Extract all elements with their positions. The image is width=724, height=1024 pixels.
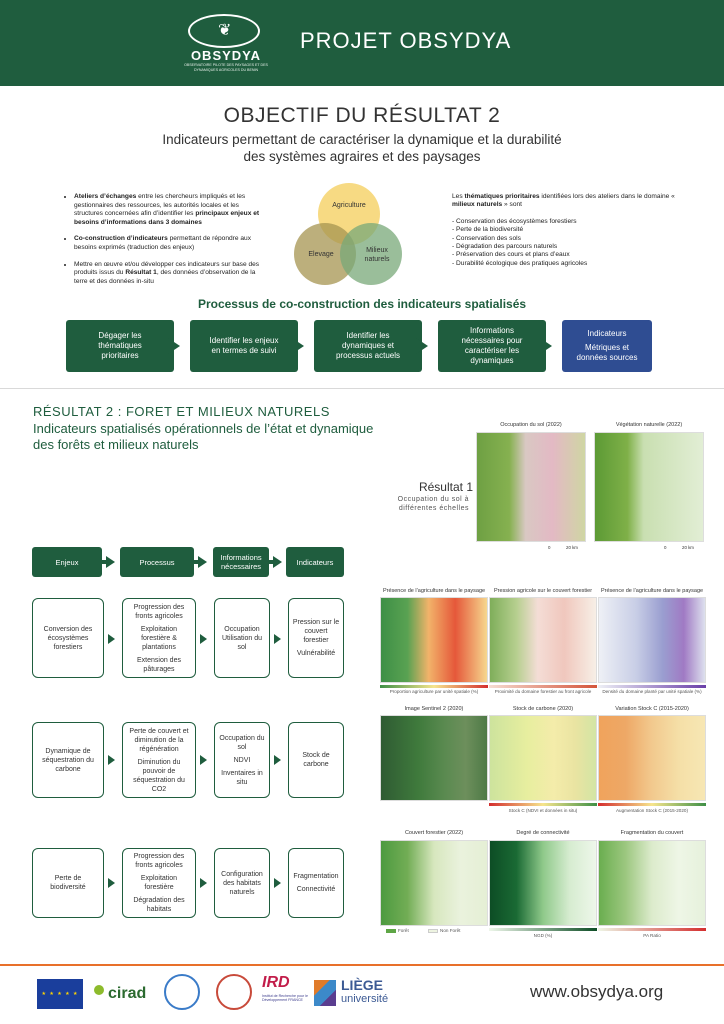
legend-swatch-forest: [386, 929, 396, 933]
processus-box: Progression des fronts agricoles Exploitation forestière & plantations Extension des pâturages: [122, 598, 196, 678]
ird-subtitle: Institut de Recherche pour le Développement FRANCE: [262, 994, 308, 1003]
liege-logo-text: LIÈGE: [341, 977, 384, 993]
result1-subtitle: Occupation du sol à différentes échelles: [397, 496, 469, 512]
objective-subtitle: [90, 131, 634, 165]
enjeu-box: Perte de biodiversité: [32, 848, 104, 918]
theme-item: - Dégradation des parcours naturels: [452, 243, 682, 251]
process-step-4: Informations nécessaires pour caractériser les dynamiques: [438, 320, 546, 372]
info-box: Occupation du sol NDVI Inventaires in situ: [214, 722, 270, 798]
arrow-right-icon: [274, 634, 281, 644]
planted-density-map: [598, 597, 706, 683]
arrow-right-icon: [200, 634, 207, 644]
objective-bullets: [64, 193, 268, 294]
map-legend-bar: [598, 803, 706, 806]
sentinel2-image: [380, 715, 488, 801]
grid-header-informations: Informations nécessaires: [213, 547, 269, 577]
map-legend: Forêt: [398, 928, 409, 933]
arrow-right-icon: [200, 755, 207, 765]
theme-item: - Durabilité écologique des pratiques agricoles: [452, 260, 682, 268]
info-box: Occupation Utilisation du sol: [214, 598, 270, 678]
map-legend: Densité du domaine planté par unité spatiale (%): [602, 689, 702, 694]
scale-km: 20 km: [566, 545, 578, 550]
grid-header-indicateurs: Indicateurs: [286, 547, 344, 577]
venn-label-top: Agriculture: [332, 202, 366, 209]
ird-logo: IRD: [262, 974, 290, 991]
map-legend-bar: [489, 803, 597, 806]
map-title: Fragmentation du couvert: [620, 830, 684, 836]
map-legend-bar: [380, 685, 488, 688]
forest-cover-map: [380, 840, 488, 926]
grid-header-enjeux: Enjeux: [32, 547, 102, 577]
bullet-item: • Co-construction d’indicateurs permettant de répondre aux besoins exprimés (traduction des enjeux): [74, 235, 268, 252]
map-legend-bar: [489, 928, 597, 931]
map-title: Couvert forestier (2022): [404, 830, 464, 836]
map-legend-bar: [489, 685, 597, 688]
themes-intro: Les thématiques prioritaires identifiées lors des ateliers dans le domaine « milieux naturels » sont: [452, 193, 675, 209]
theme-item: - Conservation des écosystèmes forestiers: [452, 218, 682, 226]
scale-zero: 0: [548, 545, 551, 550]
scale-km: 20 km: [682, 545, 694, 550]
enjeu-box: Conversion des écosystèmes forestiers: [32, 598, 104, 678]
theme-item: - Préservation des cours et plans d’eaux: [452, 251, 682, 259]
land-cover-map: [476, 432, 586, 542]
process-step-3: Identifier les dynamiques et processus actuels: [314, 320, 422, 372]
processus-box: Progression des fronts agricoles Exploitation forestière Dégradation des habitats: [122, 848, 196, 918]
map-title: Stock de carbone (2020): [512, 706, 574, 712]
process-step-indicators: Indicateurs Métriques et données sources: [562, 320, 652, 372]
bullet-item: • Ateliers d’échanges entre les chercheurs impliqués et les gestionnaires des ressources, les autorités locales et les structures concernées afin d’identifier les principaux enjeux et besoins d’informations dans 3 domaines: [74, 193, 268, 227]
cirad-logo: cirad: [108, 985, 147, 1002]
map-legend: Proximité du domaine forestier au front agricole: [494, 689, 592, 694]
venn-label-right: Milieux naturels: [364, 247, 390, 263]
map-title: Image Sentinel 2 (2020): [404, 706, 464, 712]
arrow-right-icon: [416, 338, 428, 354]
natural-vegetation-map: [594, 432, 704, 542]
map-title: Occupation du sol (2022): [500, 422, 562, 428]
map-legend-bar: [598, 928, 706, 931]
arrow-right-icon: [274, 878, 281, 888]
fragmentation-map: [598, 840, 706, 926]
eu-stars-icon: ★ ★ ★ ★ ★: [41, 991, 79, 997]
carbon-variation-map: [598, 715, 706, 801]
subtitle-line: Indicateurs permettant de caractériser la dynamique et la durabilité: [162, 132, 562, 147]
liege-logo-icon: [314, 980, 336, 1006]
map-title: Variation Stock C (2015-2020): [615, 706, 689, 712]
map-legend: PA Ratio: [643, 933, 661, 938]
map-legend: Augmentation Stock C (2015-2020): [615, 808, 688, 813]
venn-diagram: [294, 183, 408, 293]
arrow-right-icon: [168, 338, 180, 354]
project-title: PROJET OBSYDYA: [300, 28, 512, 53]
arrow-right-icon: [274, 755, 281, 765]
map-title: Degré de connectivité: [516, 830, 570, 836]
info-box: Configuration des habitats naturels: [214, 848, 270, 918]
faculty-seal-logo: [216, 974, 252, 1010]
result2-title: RÉSULTAT 2 : FORET ET MILIEUX NATURELS: [33, 404, 330, 419]
arrow-right-icon: [273, 556, 282, 568]
priority-themes: [452, 193, 682, 268]
scale-zero: 0: [664, 545, 667, 550]
objective-title: OBJECTIF DU RÉSULTAT 2: [223, 104, 501, 127]
logo-text: OBSYDYA: [190, 48, 262, 63]
arrow-right-icon: [200, 878, 207, 888]
process-title: Processus de co-construction des indicateurs spatialisés: [197, 297, 527, 311]
subtitle-line: des systèmes agraires et des paysages: [243, 149, 481, 164]
map-legend: Proportion agriculture par unité spatiale (%): [389, 689, 479, 694]
result1-title: Résultat 1: [418, 480, 473, 494]
legend-swatch-nonforest: [428, 929, 438, 933]
liege-logo-subtext: université: [341, 993, 389, 1005]
map-legend: Stock C (NDVI et données in situ): [508, 808, 578, 813]
university-seal-logo: [164, 974, 200, 1010]
map-title: Pression agricole sur le couvert forestier: [493, 588, 593, 594]
themes-list: [452, 218, 682, 268]
indicator-box: Pression sur le couvert forestier Vulnérabilité: [288, 598, 344, 678]
footer-divider: [0, 964, 724, 966]
cirad-dot-icon: [94, 985, 104, 995]
indicator-box: Stock de carbone: [288, 722, 344, 798]
arrow-right-icon: [108, 878, 115, 888]
processus-box: Perte de couvert et diminution de la régénération Diminution du pouvoir de séquestration du CO2: [122, 722, 196, 798]
section-divider: [0, 388, 724, 389]
map-legend-bar: [598, 685, 706, 688]
indicator-box: Fragmentation Connectivité: [288, 848, 344, 918]
grid-header-processus: Processus: [120, 547, 194, 577]
arrow-right-icon: [108, 634, 115, 644]
map-title: Végétation naturelle (2022): [615, 422, 683, 428]
theme-item: - Conservation des sols: [452, 235, 682, 243]
theme-item: - Perte de la biodiversité: [452, 226, 682, 234]
result2-subtitle: Indicateurs spatialisés opérationnels de l’état et dynamique des forêts et milieux naturels: [33, 421, 374, 452]
process-step-1: Dégager les thématiques prioritaires: [66, 320, 174, 372]
leaf-icon: ❦: [218, 22, 232, 39]
process-step-2: Identifier les enjeux en termes de suivi: [190, 320, 298, 372]
enjeu-box: Dynamique de séquestration du carbone: [32, 722, 104, 798]
website-link[interactable]: www.obsydya.org: [530, 982, 664, 1001]
map-legend: Non Forêt: [440, 928, 461, 933]
arrow-right-icon: [198, 556, 207, 568]
arrow-right-icon: [540, 338, 552, 354]
connectivity-map: [489, 840, 597, 926]
map-title: Présence de l’agriculture dans le paysage: [382, 588, 486, 594]
map-title: Présence de l’agriculture dans le paysage: [600, 588, 704, 594]
venn-label-left: Elevage: [308, 251, 334, 258]
map-legend: NGD (%): [533, 933, 553, 938]
carbon-stock-map: [489, 715, 597, 801]
logo-subtitle: OBSERVATOIRE PILOTE DES PAYSAGES ET DES DYNAMIQUES AGRICOLES DU BENIN: [184, 63, 268, 72]
bullet-item: • Mettre en œuvre et/ou développer ces indicateurs sur base des produits issus du Résultat 1, des données d’observation de la terre et des données in-situ: [74, 261, 268, 287]
arrow-right-icon: [292, 338, 304, 354]
agriculture-presence-map: [380, 597, 488, 683]
agricultural-pressure-map: [489, 597, 597, 683]
arrow-right-icon: [106, 556, 115, 568]
arrow-right-icon: [108, 755, 115, 765]
